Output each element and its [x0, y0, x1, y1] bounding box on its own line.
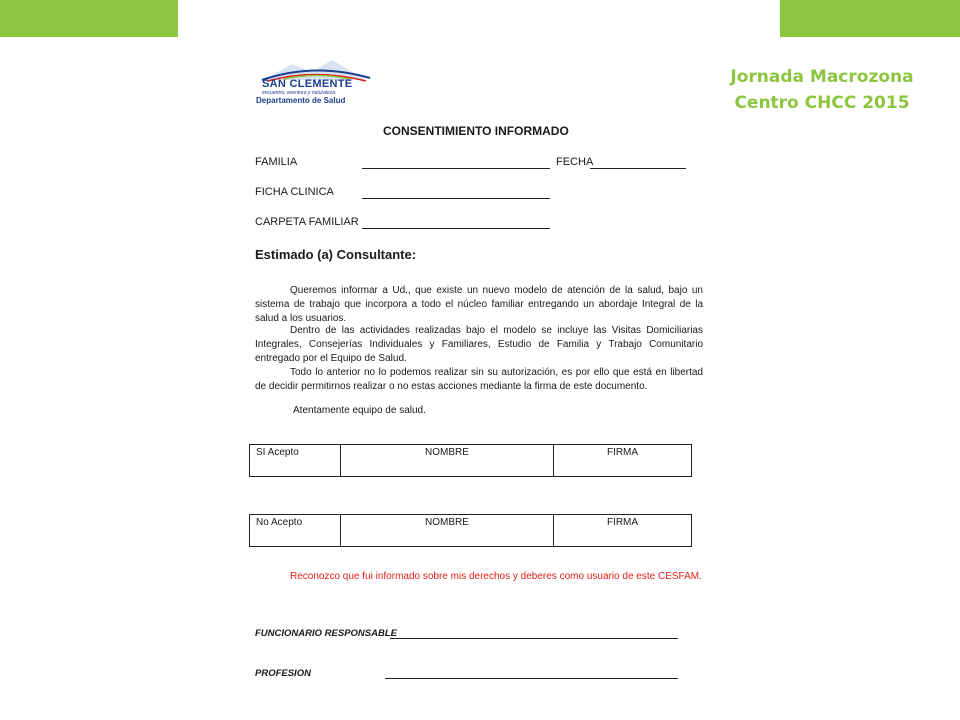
funcionario-line[interactable]: [390, 638, 678, 639]
document-title: CONSENTIMIENTO INFORMADO: [383, 124, 569, 138]
ficha-clinica-line[interactable]: [362, 198, 550, 199]
event-title-line-1: Jornada Macrozona: [730, 67, 914, 87]
paragraph-1: Queremos informar a Ud., que existe un nuevo modelo de atención de la salud, bajo un sistema de trabajo que incorpora a todo el núcleo familiar entregando un abordaje Integral de la salud a los usuarios.: [255, 285, 703, 324]
event-title: [712, 64, 932, 116]
paragraph-2: Dentro de las actividades realizadas bajo el modelo se incluye las Visitas Domiciliarias Integrales, Consejerías Individuales y Familiares, Estudio de Familia y Trabajo Comunitario entregado por el Equipo de Salud.: [255, 325, 703, 364]
carpeta-familiar-line[interactable]: [362, 228, 550, 229]
familia-line[interactable]: [362, 168, 550, 169]
accent-bar-left: [0, 0, 178, 37]
familia-label: FAMILIA: [255, 156, 298, 168]
reject-name-header[interactable]: NOMBRE: [341, 515, 554, 547]
logo-department: Departamento de Salud: [256, 96, 346, 105]
reject-signature-header[interactable]: FIRMA: [554, 515, 692, 547]
logo-tagline: encuentro, aventura y naturaleza: [262, 90, 336, 96]
profesion-label: PROFESION: [255, 668, 311, 679]
accept-name-header[interactable]: NOMBRE: [341, 445, 554, 477]
accept-signature-header[interactable]: FIRMA: [554, 445, 692, 477]
reject-option[interactable]: No Acepto: [250, 515, 341, 547]
accept-table: [249, 444, 692, 477]
municipality-logo: [254, 58, 379, 110]
accept-option[interactable]: SI Acepto: [250, 445, 341, 477]
logo-name: SAN CLEMENTE: [262, 78, 353, 90]
profesion-line[interactable]: [385, 678, 678, 679]
closing-line: Atentamente equipo de salud.: [293, 405, 426, 416]
funcionario-label: FUNCIONARIO RESPONSABLE: [255, 628, 397, 639]
reject-table: [249, 514, 692, 547]
paragraph-3: Todo lo anterior no lo podemos realizar sin su autorización, es por ello que está en libertad de decidir permitirnos realizar o no estas acciones mediante la firma de este documento.: [255, 367, 703, 392]
fecha-label: FECHA: [556, 156, 594, 168]
fecha-line[interactable]: [590, 168, 686, 169]
greeting: Estimado (a) Consultante:: [255, 247, 417, 262]
carpeta-familiar-label: CARPETA FAMILIAR: [255, 216, 359, 228]
acknowledgement-note: Reconozco que fui informado sobre mis derechos y deberes como usuario de este CESFAM.: [290, 571, 702, 582]
event-title-line-2: Centro CHCC 2015: [734, 93, 910, 113]
accent-bar-right: [780, 0, 960, 37]
ficha-clinica-label: FICHA CLINICA: [255, 186, 334, 198]
